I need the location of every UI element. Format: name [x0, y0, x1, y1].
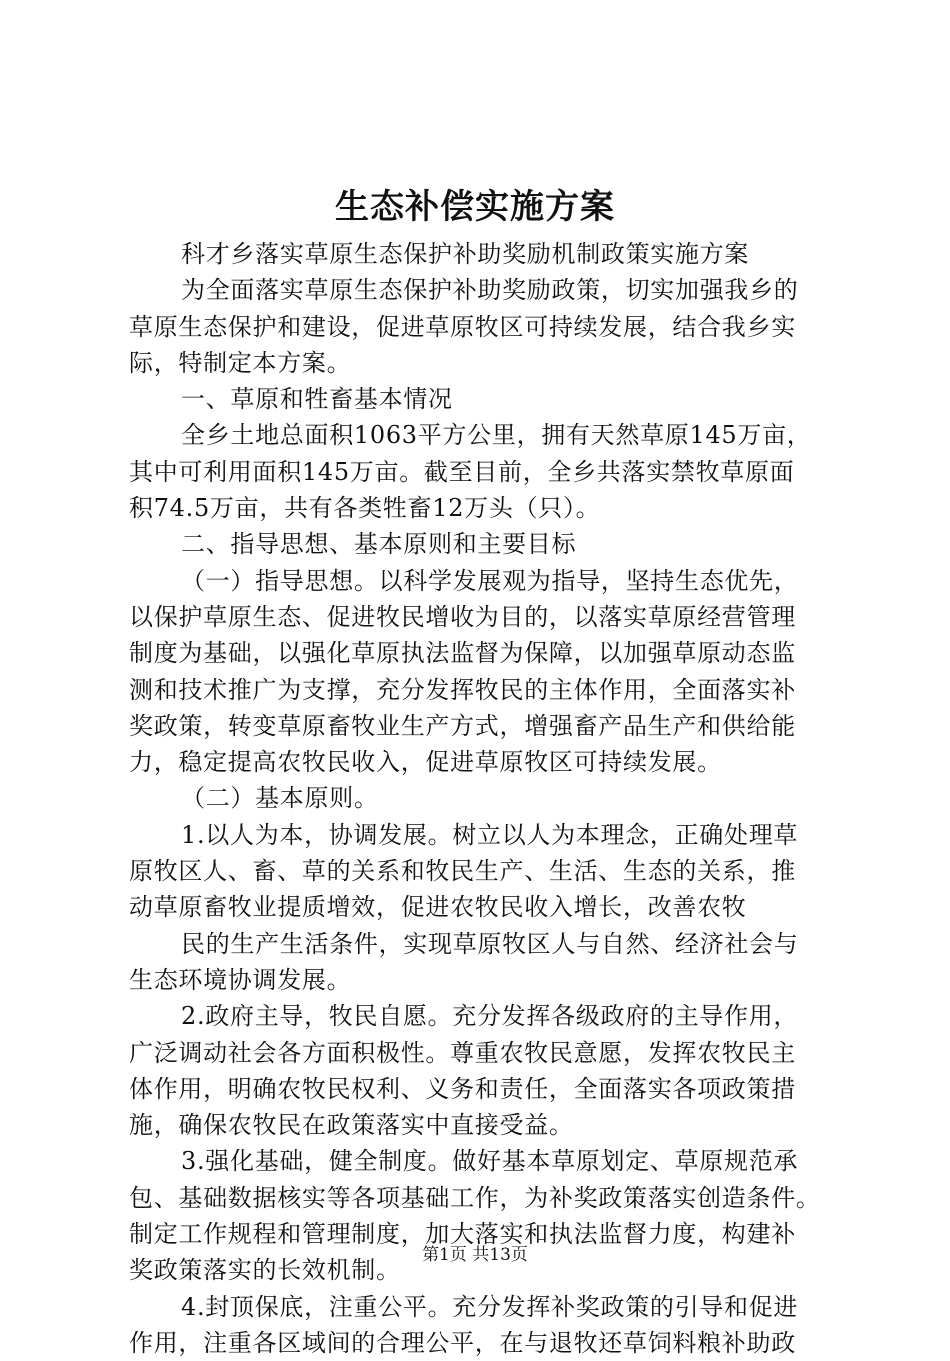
text-line: 二、指导思想、基本原则和主要目标 [181, 530, 577, 559]
text-line: 测和技术推广为支撑，充分发挥牧民的主体作用，全面落实补 [129, 675, 796, 704]
text-line: 制定工作规程和管理制度，加大落实和执法监督力度，构建补 [129, 1220, 796, 1249]
text-line: 4.封顶保底，注重公平。充分发挥补奖政策的引导和促进 [181, 1292, 799, 1321]
document-body [129, 236, 835, 1361]
text-line: 作用，注重各区域间的合理公平，在与退牧还草饲料粮补助政 [129, 1328, 796, 1357]
text-line: 广泛调动社会各方面积极性。尊重农牧民意愿，发挥农牧民主 [129, 1038, 796, 1067]
text-line: （二）基本原则。 [181, 784, 379, 813]
text-line: 奖政策，转变草原畜牧业生产方式，增强畜产品生产和供给能 [129, 711, 796, 740]
text-line: 1.以人为本，协调发展。树立以人为本理念，正确处理草 [181, 820, 799, 849]
text-line: 以保护草原生态、促进牧民增收为目的，以落实草原经营管理 [129, 602, 796, 631]
text-line: 生态环境协调发展。 [129, 965, 352, 994]
text-line: 积74.5万亩，共有各类牲畜12万头（只）。 [129, 494, 601, 523]
page-footer: 第1页 共13页 [422, 1245, 528, 1265]
text-line: 全乡土地总面积1063平方公里，拥有天然草原145万亩， [181, 421, 812, 450]
text-line: 奖政策落实的长效机制。 [129, 1256, 401, 1285]
text-line: （一）指导思想。以科学发展观为指导，坚持生态优先， [181, 566, 799, 595]
text-line: 动草原畜牧业提质增效，促进农牧民收入增长，改善农牧 [129, 893, 747, 922]
text-line: 2.政府主导，牧民自愿。充分发挥各级政府的主导作用， [181, 1002, 799, 1031]
text-line: 一、草原和牲畜基本情况 [181, 385, 453, 414]
text-line: 制度为基础，以强化草原执法监督为保障，以加强草原动态监 [129, 639, 796, 668]
text-line: 草原生态保护和建设，促进草原牧区可持续发展，结合我乡实 [129, 312, 796, 341]
text-line: 其中可利用面积145万亩。截至目前，全乡共落实禁牧草原面 [129, 457, 795, 486]
text-line: 原牧区人、畜、草的关系和牧民生产、生活、生态的关系，推 [129, 857, 796, 886]
text-line: 包、基础数据核实等各项基础工作，为补奖政策落实创造条件。 [129, 1183, 821, 1212]
text-line: 3.强化基础，健全制度。做好基本草原划定、草原规范承 [181, 1147, 799, 1176]
text-line: 为全面落实草原生态保护补助奖励政策，切实加强我乡的 [181, 276, 799, 305]
text-line: 际，特制定本方案。 [129, 348, 352, 377]
text-line: 体作用，明确农牧民权利、义务和责任，全面落实各项政策措 [129, 1074, 796, 1103]
text-line: 科才乡落实草原生态保护补助奖励机制政策实施方案 [181, 240, 750, 268]
text-line: 施，确保农牧民在政策落实中直接受益。 [129, 1111, 574, 1140]
document-title: 生态补偿实施方案 [335, 187, 615, 227]
text-line: 力，稳定提高农牧民收入，促进草原牧区可持续发展。 [129, 748, 722, 777]
text-line: 民的生产生活条件，实现草原牧区人与自然、经济社会与 [181, 929, 799, 958]
